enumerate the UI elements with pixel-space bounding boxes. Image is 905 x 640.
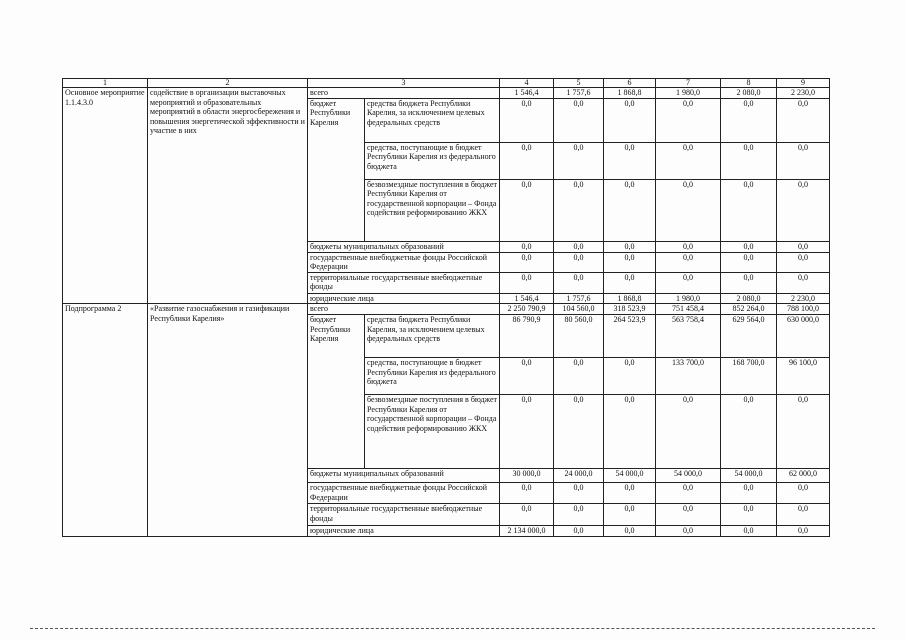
value-cell: 0,0 bbox=[554, 482, 604, 503]
value-cell: 1 980,0 bbox=[656, 88, 721, 99]
value-cell: 788 100,0 bbox=[777, 304, 830, 315]
value-cell: 0,0 bbox=[554, 179, 604, 241]
col-header-5: 5 bbox=[554, 79, 604, 88]
value-cell: 751 458,4 bbox=[656, 304, 721, 315]
value-cell: 0,0 bbox=[500, 482, 554, 503]
value-cell: 0,0 bbox=[554, 394, 604, 468]
value-cell: 1 546,4 bbox=[500, 293, 554, 304]
source-label: всего bbox=[308, 304, 500, 315]
value-cell: 0,0 bbox=[656, 394, 721, 468]
col-header-3: 3 bbox=[308, 79, 500, 88]
value-cell: 0,0 bbox=[604, 179, 656, 241]
value-cell: 0,0 bbox=[777, 272, 830, 293]
source-group-label: бюджет Республики Карелия bbox=[308, 98, 365, 241]
page-edge-rule bbox=[30, 628, 875, 629]
value-cell: 54 000,0 bbox=[604, 468, 656, 482]
table-row bbox=[63, 88, 830, 99]
value-cell: 1 868,8 bbox=[604, 293, 656, 304]
source-label: государственные внебюджетные фонды Российской Федерации bbox=[308, 482, 500, 503]
value-cell: 0,0 bbox=[721, 482, 777, 503]
value-cell: 0,0 bbox=[604, 394, 656, 468]
source-sublabel: средства, поступающие в бюджет Республики Карелия из федерального бюджета bbox=[365, 357, 500, 394]
row-description: содействие в организации выставочных мероприятий и образовательных мероприятий в области энергосбережения и повышения энергетической эффективности и участие в них bbox=[148, 88, 308, 304]
value-cell: 0,0 bbox=[721, 503, 777, 525]
value-cell: 0,0 bbox=[721, 142, 777, 179]
value-cell: 0,0 bbox=[500, 272, 554, 293]
row-description: «Развитие газоснабжения и газификации Республики Карелия» bbox=[148, 304, 308, 536]
value-cell: 0,0 bbox=[656, 503, 721, 525]
value-cell: 0,0 bbox=[777, 179, 830, 241]
value-cell: 0,0 bbox=[604, 525, 656, 536]
source-sublabel: безвозмездные поступления в бюджет Республики Карелия от государственной корпорации – Фонда содействия реформированию ЖКХ bbox=[365, 179, 500, 241]
value-cell: 0,0 bbox=[721, 272, 777, 293]
source-label: бюджеты муниципальных образований bbox=[308, 241, 500, 252]
source-sublabel: средства бюджета Республики Карелия, за исключением целевых федеральных средств bbox=[365, 98, 500, 142]
value-cell: 133 700,0 bbox=[656, 357, 721, 394]
value-cell: 0,0 bbox=[656, 525, 721, 536]
source-sublabel: средства бюджета Республики Карелия, за исключением целевых федеральных средств bbox=[365, 314, 500, 357]
value-cell: 264 523,9 bbox=[604, 314, 656, 357]
value-cell: 1 546,4 bbox=[500, 88, 554, 99]
value-cell: 0,0 bbox=[777, 525, 830, 536]
value-cell: 0,0 bbox=[500, 241, 554, 252]
value-cell: 0,0 bbox=[554, 357, 604, 394]
source-group-label: бюджет Республики Карелия bbox=[308, 314, 365, 468]
budget-table bbox=[62, 78, 830, 537]
col-header-8: 8 bbox=[721, 79, 777, 88]
value-cell: 54 000,0 bbox=[656, 468, 721, 482]
value-cell: 0,0 bbox=[554, 525, 604, 536]
value-cell: 0,0 bbox=[554, 503, 604, 525]
value-cell: 2 134 000,0 bbox=[500, 525, 554, 536]
value-cell: 0,0 bbox=[500, 98, 554, 142]
value-cell: 0,0 bbox=[554, 142, 604, 179]
value-cell: 0,0 bbox=[554, 272, 604, 293]
col-header-9: 9 bbox=[777, 79, 830, 88]
value-cell: 318 523,9 bbox=[604, 304, 656, 315]
source-label: территориальные государственные внебюджетные фонды bbox=[308, 503, 500, 525]
source-sublabel: средства, поступающие в бюджет Республики Карелия из федерального бюджета bbox=[365, 142, 500, 179]
value-cell: 0,0 bbox=[721, 252, 777, 272]
value-cell: 1 757,6 bbox=[554, 88, 604, 99]
value-cell: 0,0 bbox=[500, 179, 554, 241]
value-cell: 0,0 bbox=[500, 394, 554, 468]
value-cell: 0,0 bbox=[604, 503, 656, 525]
value-cell: 0,0 bbox=[721, 98, 777, 142]
value-cell: 630 000,0 bbox=[777, 314, 830, 357]
value-cell: 0,0 bbox=[777, 142, 830, 179]
value-cell: 96 100,0 bbox=[777, 357, 830, 394]
value-cell: 563 758,4 bbox=[656, 314, 721, 357]
table-row bbox=[63, 304, 830, 315]
col-header-2: 2 bbox=[148, 79, 308, 88]
value-cell: 0,0 bbox=[777, 241, 830, 252]
value-cell: 0,0 bbox=[777, 503, 830, 525]
col-header-6: 6 bbox=[604, 79, 656, 88]
value-cell: 0,0 bbox=[554, 98, 604, 142]
col-header-7: 7 bbox=[656, 79, 721, 88]
col-header-1: 1 bbox=[63, 79, 148, 88]
block-subprogram-2 bbox=[63, 304, 830, 536]
value-cell: 629 564,0 bbox=[721, 314, 777, 357]
source-label: всего bbox=[308, 88, 500, 99]
source-sublabel: безвозмездные поступления в бюджет Республики Карелия от государственной корпорации – Фонда содействия реформированию ЖКХ bbox=[365, 394, 500, 468]
value-cell: 2 080,0 bbox=[721, 293, 777, 304]
row-code: Основное мероприятие 1.1.4.3.0 bbox=[63, 88, 148, 304]
value-cell: 86 790,9 bbox=[500, 314, 554, 357]
value-cell: 1 868,8 bbox=[604, 88, 656, 99]
value-cell: 2 230,0 bbox=[777, 88, 830, 99]
value-cell: 0,0 bbox=[604, 98, 656, 142]
value-cell: 0,0 bbox=[604, 482, 656, 503]
value-cell: 0,0 bbox=[554, 252, 604, 272]
value-cell: 1 757,6 bbox=[554, 293, 604, 304]
value-cell: 24 000,0 bbox=[554, 468, 604, 482]
value-cell: 0,0 bbox=[777, 98, 830, 142]
value-cell: 852 264,0 bbox=[721, 304, 777, 315]
value-cell: 2 250 790,9 bbox=[500, 304, 554, 315]
value-cell: 0,0 bbox=[656, 482, 721, 503]
value-cell: 0,0 bbox=[604, 272, 656, 293]
value-cell: 0,0 bbox=[500, 357, 554, 394]
value-cell: 0,0 bbox=[604, 241, 656, 252]
value-cell: 0,0 bbox=[777, 394, 830, 468]
value-cell: 30 000,0 bbox=[500, 468, 554, 482]
value-cell: 62 000,0 bbox=[777, 468, 830, 482]
value-cell: 0,0 bbox=[656, 179, 721, 241]
value-cell: 0,0 bbox=[604, 252, 656, 272]
value-cell: 104 560,0 bbox=[554, 304, 604, 315]
value-cell: 0,0 bbox=[656, 98, 721, 142]
value-cell: 2 080,0 bbox=[721, 88, 777, 99]
value-cell: 0,0 bbox=[777, 482, 830, 503]
source-label: государственные внебюджетные фонды Российской Федерации bbox=[308, 252, 500, 272]
value-cell: 54 000,0 bbox=[721, 468, 777, 482]
value-cell: 0,0 bbox=[721, 394, 777, 468]
col-header-4: 4 bbox=[500, 79, 554, 88]
value-cell: 0,0 bbox=[777, 252, 830, 272]
value-cell: 0,0 bbox=[500, 503, 554, 525]
value-cell: 0,0 bbox=[554, 241, 604, 252]
value-cell: 0,0 bbox=[721, 179, 777, 241]
source-label: бюджеты муниципальных образований bbox=[308, 468, 500, 482]
value-cell: 0,0 bbox=[656, 272, 721, 293]
block-measure-1-1-4-3-0 bbox=[63, 88, 830, 304]
value-cell: 0,0 bbox=[604, 357, 656, 394]
header-row bbox=[63, 79, 830, 88]
value-cell: 0,0 bbox=[656, 241, 721, 252]
value-cell: 80 560,0 bbox=[554, 314, 604, 357]
value-cell: 0,0 bbox=[656, 142, 721, 179]
value-cell: 0,0 bbox=[604, 142, 656, 179]
value-cell: 0,0 bbox=[500, 252, 554, 272]
value-cell: 0,0 bbox=[500, 142, 554, 179]
value-cell: 1 980,0 bbox=[656, 293, 721, 304]
row-code: Подпрограмма 2 bbox=[63, 304, 148, 536]
value-cell: 0,0 bbox=[721, 525, 777, 536]
source-label: территориальные государственные внебюджетные фонды bbox=[308, 272, 500, 293]
value-cell: 0,0 bbox=[656, 252, 721, 272]
value-cell: 168 700,0 bbox=[721, 357, 777, 394]
source-label: юридические лица bbox=[308, 293, 500, 304]
value-cell: 0,0 bbox=[721, 241, 777, 252]
value-cell: 2 230,0 bbox=[777, 293, 830, 304]
source-label: юридические лица bbox=[308, 525, 500, 536]
